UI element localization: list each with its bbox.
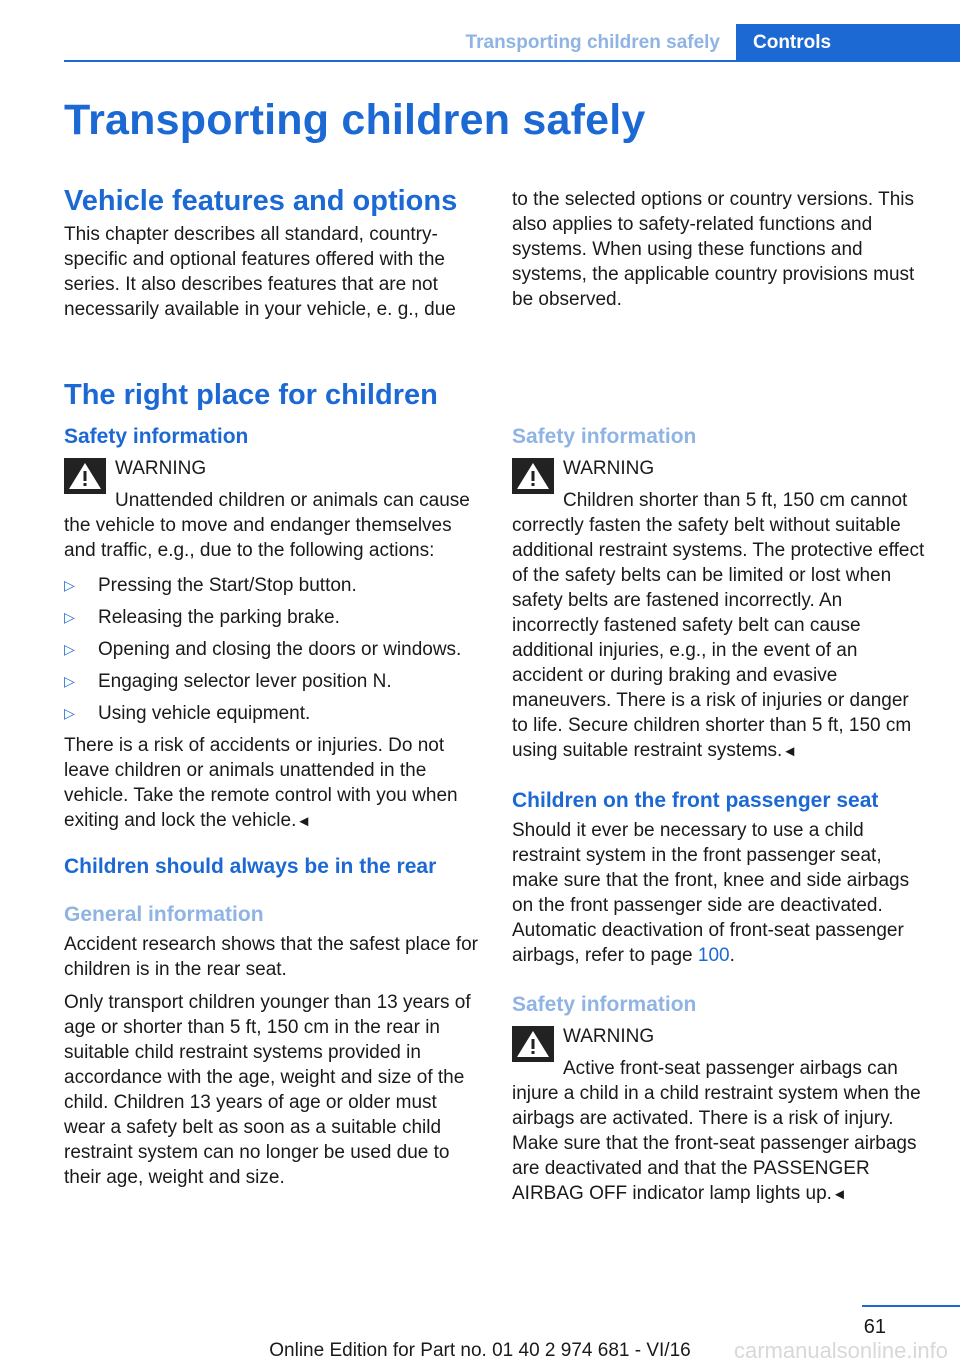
vehicle-features-heading: Vehicle features and options (64, 185, 458, 217)
front-passenger-heading: Children on the front passenger seat (512, 789, 879, 812)
warning-label-1: WARNING (115, 458, 207, 479)
warning-label-2: WARNING (563, 458, 655, 479)
warning-block-1 (64, 456, 478, 563)
warning-block-3 (512, 1024, 926, 1207)
list-item: ▷ Pressing the Start/Stop button. (64, 575, 357, 596)
bullet-triangle-icon: ▷ (64, 577, 75, 593)
list-item: ▷ Using vehicle equipment. (64, 703, 311, 724)
left-column (64, 378, 478, 1198)
list-item: ▷ Releasing the parking brake. (64, 607, 340, 628)
header-rule (64, 60, 960, 62)
right-place-heading: The right place for children (64, 379, 438, 411)
warning-triangle-icon (64, 458, 106, 494)
list-item: ▷ Engaging selector lever position N. (64, 671, 392, 692)
header-tab-controls[interactable]: Controls (736, 24, 960, 62)
warning-label-3: WARNING (563, 1026, 655, 1047)
warning-triangle-icon (512, 1026, 554, 1062)
bullet-triangle-icon: ▷ (64, 705, 75, 721)
safety-info-heading-1: Safety information (64, 425, 249, 448)
vehicle-features-text-right: to the selected options or country versions. This also applies to safety-related functions and systems. When using these functions and systems, the applicable country provisions must be observed. (512, 189, 915, 310)
right-column (512, 424, 926, 1215)
general-info-text-1: Accident research shows that the safest place for children is in the rear seat. (64, 934, 478, 980)
warning-triangle-icon (512, 458, 554, 494)
general-info-heading: General information (64, 903, 264, 926)
warning-text-2: Children shorter than 5 ft, 150 cm cannot correctly fasten the safety belt without suitable additional restraint systems. The protective effect of the safety belts can be limited or lost when safety belts are fastened incorrectly. An incorrectly fastened safety belt can cause additional injuries, e.g., in the event of an accident or during braking and evasive maneuvers. There is a risk of injuries or danger to life. Secure children shorter than 5 ft, 150 cm using suitable restraint systems.◄ (512, 490, 925, 761)
general-info-text-2: Only transport children younger than 13 years of age or shorter than 5 ft, 150 cm in the rear in suitable child restraint systems provided in accordance with the age, weight and size of the child. Children 13 years of age or older must wear a safety belt as soon as a suitable child restraint system can no longer be used due to their age, weight and size. (64, 992, 471, 1188)
page-title: Transporting children safely (64, 96, 646, 144)
vehicle-features-right (512, 187, 926, 320)
warning-text-3: Active front-seat passenger airbags can injure a child in a child restraint system when the airbags are activated. There is a risk of injury. Make sure that the front-seat passenger airbags are deactivated and that the PASSENGER AIRBAG OFF indicator lamp lights up.◄ (512, 1058, 921, 1204)
warning-text-1: Unattended children or animals can cause the vehicle to move and endanger themselves and traffic, e.g., due to the following actions: (64, 490, 470, 561)
end-mark: ◄ (296, 813, 312, 830)
safety-info-heading-2: Safety information (512, 425, 697, 448)
end-mark: ◄ (831, 1186, 847, 1203)
header-section-title[interactable]: Transporting children safely (465, 32, 720, 53)
vehicle-features-left (64, 184, 478, 330)
bullet-triangle-icon: ▷ (64, 673, 75, 689)
safety-info-heading-3: Safety information (512, 993, 697, 1016)
bullet-triangle-icon: ▷ (64, 609, 75, 625)
warning-block-2 (512, 456, 926, 764)
warning-after-text: There is a risk of accidents or injuries. Do not leave children or animals unattended in the vehicle. Take the remote control with you when exiting and lock the vehicle.◄ (64, 735, 458, 831)
footer-rule (862, 1305, 960, 1307)
end-mark: ◄ (782, 743, 798, 760)
page-number: 61 (863, 1316, 886, 1338)
watermark: carmanualsonline.info (733, 1338, 948, 1363)
action-list (64, 573, 478, 726)
bullet-triangle-icon: ▷ (64, 641, 75, 657)
list-item: ▷ Opening and closing the doors or windows. (64, 639, 462, 660)
page-header (0, 0, 960, 62)
vehicle-features-text-left: This chapter describes all standard, country-specific and optional features offered with the series. It also describes features that are not necessarily available in your vehicle, e. g., due (64, 224, 456, 320)
front-passenger-text: Should it ever be necessary to use a child restraint system in the front passenger seat, make sure that the front, knee and side airbags on the front passenger side are deactivated. Automatic deactivation of front-seat passenger airbags, refer to page 100. (512, 820, 910, 966)
page-link-100[interactable]: 100 (697, 945, 730, 966)
rear-heading: Children should always be in the rear (64, 855, 437, 878)
edition-note: Online Edition for Part no. 01 40 2 974 681 - VI/16 (269, 1340, 691, 1361)
